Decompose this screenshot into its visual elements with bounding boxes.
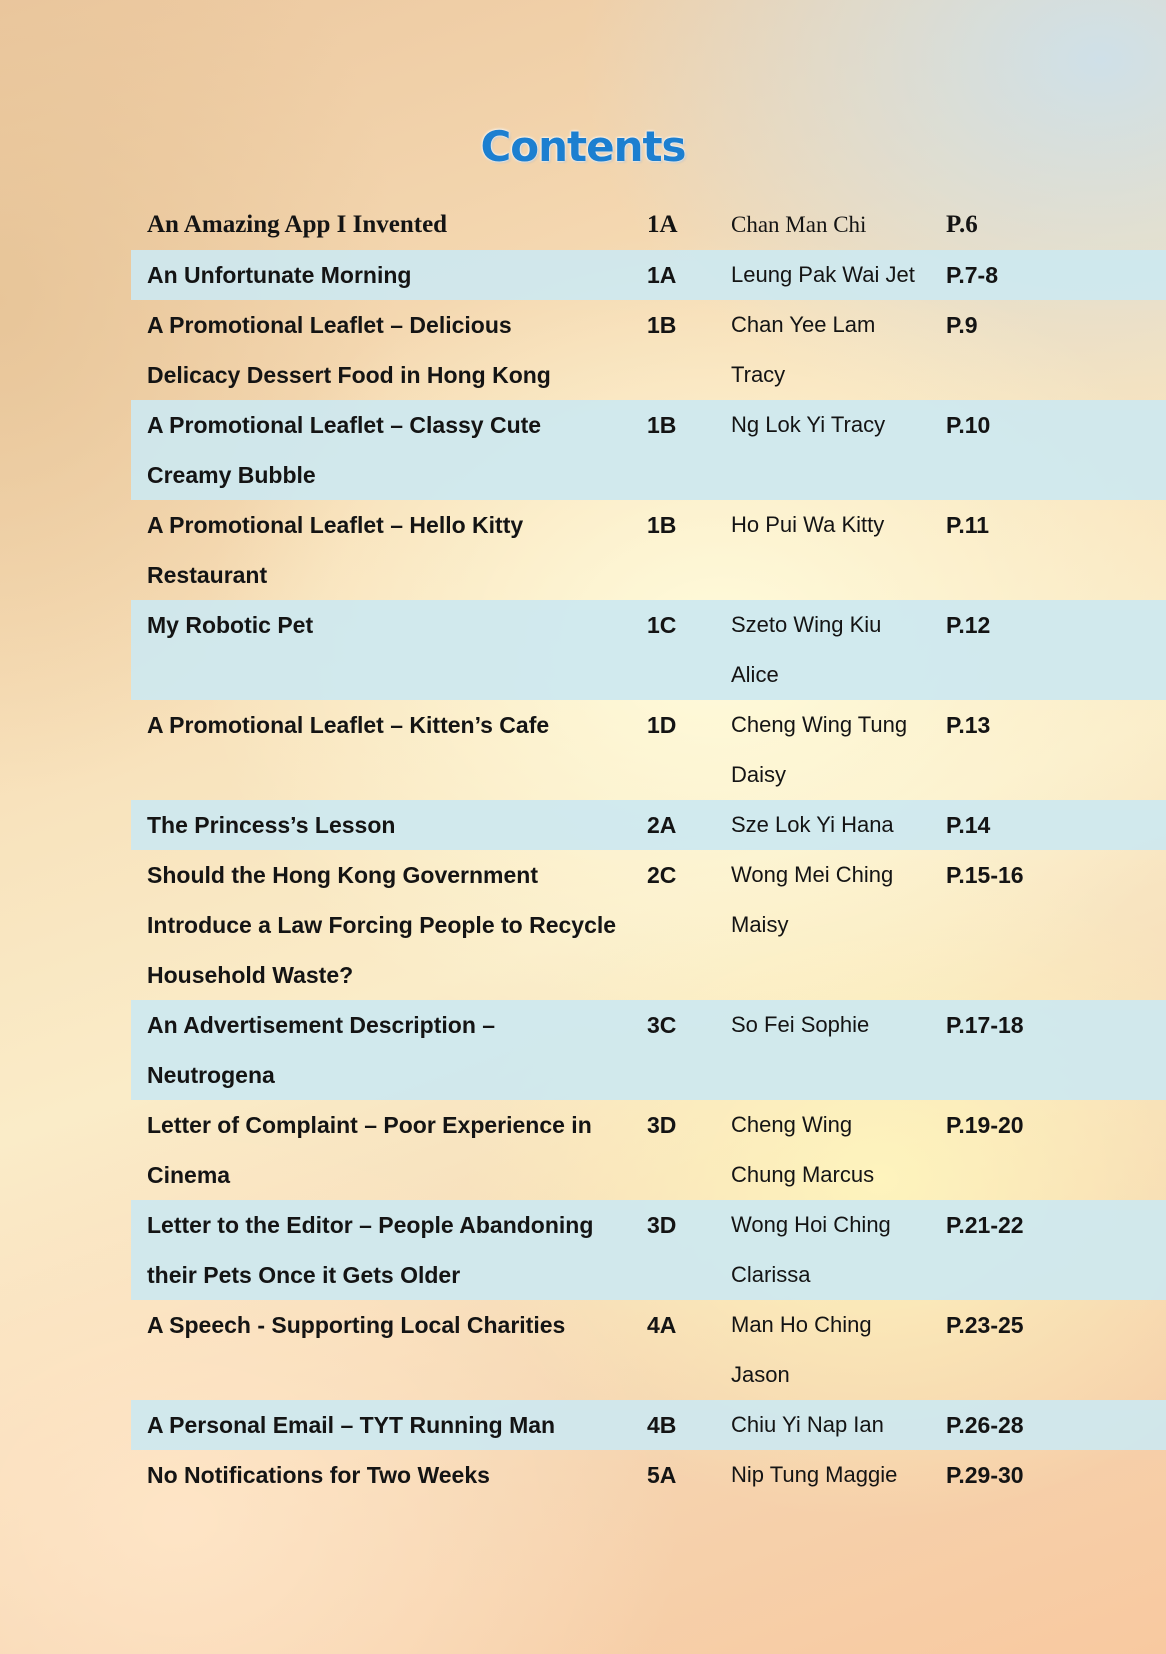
entry-title-line: No Notifications for Two Weeks	[147, 1462, 490, 1488]
entry-title-line: A Speech - Supporting Local Charities	[147, 1312, 566, 1338]
entry-title	[131, 200, 647, 250]
contents-row	[131, 250, 1166, 300]
contents-row	[131, 850, 1166, 1000]
entry-title-line: Should the Hong Kong Government	[147, 862, 538, 888]
entry-page: P.11	[946, 512, 990, 538]
entry-author	[731, 1300, 946, 1400]
entry-page: P.21-22	[946, 1212, 1024, 1238]
entry-title-line: Household Waste?	[147, 962, 354, 988]
contents-row	[131, 500, 1166, 600]
entry-author-line: Alice	[731, 662, 779, 687]
entry-title-line: A Promotional Leaflet – Delicious	[147, 312, 512, 338]
entry-author	[731, 500, 946, 600]
entry-author	[731, 1450, 946, 1500]
entry-page: P.23-25	[946, 1312, 1024, 1338]
entry-page: P.14	[946, 812, 991, 838]
entry-page: P.15-16	[946, 862, 1024, 888]
entry-title-line: An Unfortunate Morning	[147, 262, 412, 288]
entry-class: 4B	[647, 1412, 677, 1438]
entry-title	[131, 500, 647, 600]
entry-title	[131, 700, 647, 800]
entry-title-line: their Pets Once it Gets Older	[147, 1262, 461, 1288]
entry-author-line: Jason	[731, 1362, 790, 1387]
entry-page: P.29-30	[946, 1462, 1024, 1488]
entry-class: 2A	[647, 812, 677, 838]
entry-class: 1C	[647, 612, 677, 638]
contents-row	[131, 1000, 1166, 1100]
entry-title-line: Letter to the Editor – People Abandoning	[147, 1212, 594, 1238]
entry-author-line: Maisy	[731, 912, 789, 937]
entry-title	[131, 300, 647, 400]
entry-author	[731, 400, 946, 500]
entry-author-line: Chan Man Chi	[731, 212, 867, 237]
entry-title-line: Letter of Complaint – Poor Experience in	[147, 1112, 592, 1138]
entry-author-line: Cheng Wing Tung	[731, 712, 908, 737]
entry-title-line: A Promotional Leaflet – Hello Kitty	[147, 512, 524, 538]
entry-author-line: Daisy	[731, 762, 787, 787]
entry-author-line: Clarissa	[731, 1262, 811, 1287]
entry-author-line: Chung Marcus	[731, 1162, 875, 1187]
entry-title-line: Introduce a Law Forcing People to Recycle	[147, 912, 617, 938]
entry-title-line: The Princess’s Lesson	[147, 812, 396, 838]
entry-title-line: A Personal Email – TYT Running Man	[147, 1412, 556, 1438]
contents-row	[131, 1300, 1166, 1400]
entry-author-line: Sze Lok Yi Hana	[731, 812, 894, 837]
entry-title-line: An Advertisement Description –	[147, 1012, 496, 1038]
entry-author-line: Szeto Wing Kiu	[731, 612, 882, 637]
contents-table	[131, 200, 1166, 1500]
entry-page: P.17-18	[946, 1012, 1024, 1038]
entry-class: 1A	[647, 262, 677, 288]
entry-class: 1B	[647, 512, 677, 538]
entry-class: 1B	[647, 412, 677, 438]
entry-author-line: Ng Lok Yi Tracy	[731, 412, 886, 437]
entry-class: 1A	[647, 211, 678, 238]
entry-page: P.26-28	[946, 1412, 1024, 1438]
page-title: Contents	[480, 122, 686, 171]
contents-row	[131, 1400, 1166, 1450]
entry-title-line: Creamy Bubble	[147, 462, 316, 488]
contents-row	[131, 800, 1166, 850]
entry-author-line: Chan Yee Lam	[731, 312, 876, 337]
entry-title	[131, 1200, 647, 1300]
entry-title	[131, 600, 647, 700]
entry-class: 1D	[647, 712, 677, 738]
entry-title	[131, 400, 647, 500]
entry-title-line: A Promotional Leaflet – Kitten’s Cafe	[147, 712, 550, 738]
entry-class: 4A	[647, 1312, 677, 1338]
entry-author	[731, 850, 946, 1000]
entry-title-line: An Amazing App I Invented	[147, 211, 448, 238]
entry-author-line: Cheng Wing	[731, 1112, 853, 1137]
entry-class: 3D	[647, 1212, 677, 1238]
entry-author	[731, 250, 946, 300]
contents-row	[131, 1100, 1166, 1200]
entry-page: P.10	[946, 412, 991, 438]
entry-author	[731, 800, 946, 850]
entry-class: 5A	[647, 1462, 677, 1488]
entry-author-line: So Fei Sophie	[731, 1012, 870, 1037]
entry-class: 1B	[647, 312, 677, 338]
entry-class: 3C	[647, 1012, 677, 1038]
entry-title-line: Neutrogena	[147, 1062, 275, 1088]
entry-page: P.19-20	[946, 1112, 1024, 1138]
entry-author	[731, 600, 946, 700]
entry-page: P.13	[946, 712, 991, 738]
entry-title	[131, 850, 647, 1000]
contents-row	[131, 1200, 1166, 1300]
entry-title	[131, 1300, 647, 1400]
entry-author-line: Wong Hoi Ching	[731, 1212, 891, 1237]
entry-author-line: Man Ho Ching	[731, 1312, 872, 1337]
entry-page: P.7-8	[946, 262, 999, 288]
entry-title	[131, 250, 647, 300]
entry-title	[131, 1400, 647, 1450]
entry-author-line: Tracy	[731, 362, 786, 387]
contents-row	[131, 400, 1166, 500]
entry-author	[731, 1400, 946, 1450]
entry-author-line: Chiu Yi Nap Ian	[731, 1412, 884, 1437]
entry-class: 2C	[647, 862, 677, 888]
entry-page: P.6	[946, 211, 978, 238]
entry-title	[131, 1000, 647, 1100]
entry-title-line: Delicacy Dessert Food in Hong Kong	[147, 362, 551, 388]
entry-author-line: Wong Mei Ching	[731, 862, 894, 887]
entry-title	[131, 1450, 647, 1500]
entry-author-line: Nip Tung Maggie	[731, 1462, 898, 1487]
entry-author	[731, 1100, 946, 1200]
contents-row	[131, 600, 1166, 700]
entry-author	[731, 300, 946, 400]
entry-author-line: Leung Pak Wai Jet	[731, 262, 915, 287]
entry-page: P.12	[946, 612, 991, 638]
entry-author	[731, 200, 946, 250]
entry-title	[131, 800, 647, 850]
entry-title-line: My Robotic Pet	[147, 612, 314, 638]
contents-row	[131, 200, 1166, 250]
entry-title-line: Restaurant	[147, 562, 268, 588]
entry-title-line: A Promotional Leaflet – Classy Cute	[147, 412, 542, 438]
contents-row	[131, 300, 1166, 400]
entry-class: 3D	[647, 1112, 677, 1138]
entry-author-line: Ho Pui Wa Kitty	[731, 512, 885, 537]
entry-page: P.9	[946, 312, 978, 338]
contents-row	[131, 700, 1166, 800]
entry-author	[731, 1200, 946, 1300]
entry-author	[731, 1000, 946, 1100]
contents-row	[131, 1450, 1166, 1500]
entry-author	[731, 700, 946, 800]
entry-title	[131, 1100, 647, 1200]
entry-title-line: Cinema	[147, 1162, 231, 1188]
